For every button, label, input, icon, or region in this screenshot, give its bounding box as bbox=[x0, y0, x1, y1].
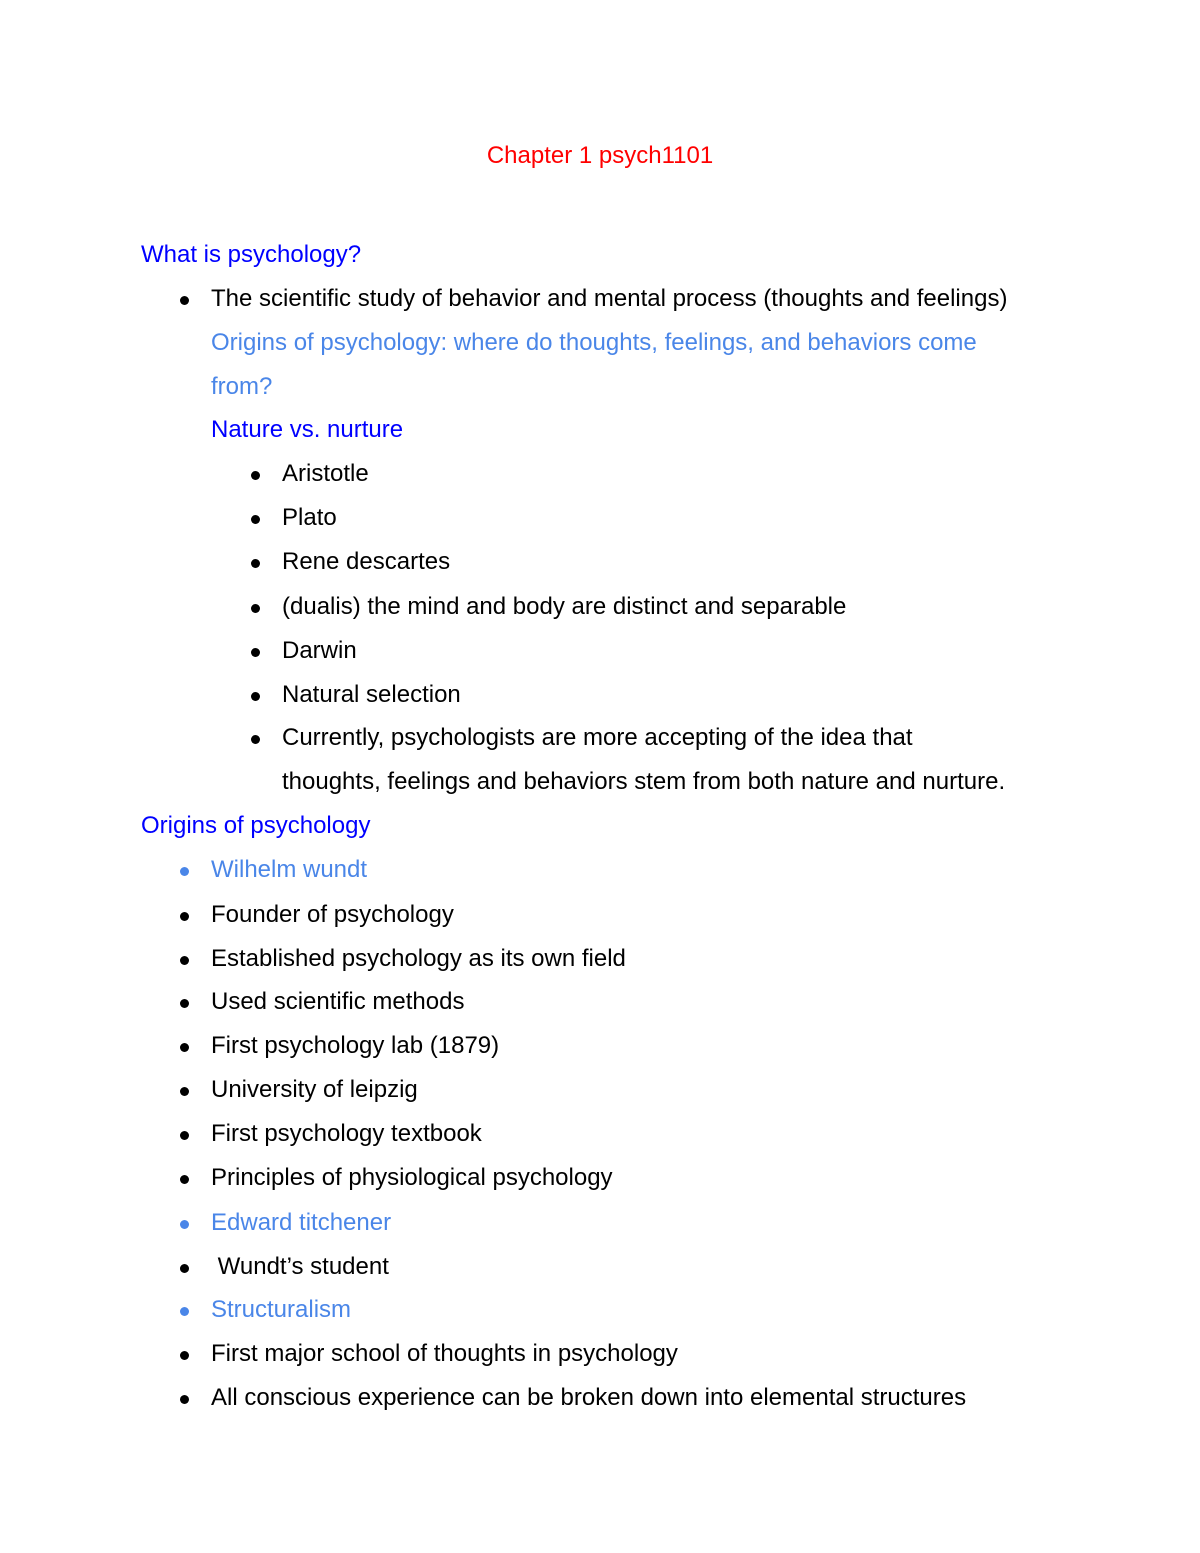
list-item: (dualis) the mind and body are distinct and separable bbox=[282, 593, 847, 620]
bullet-icon bbox=[180, 912, 189, 921]
list-item: Wundt’s student bbox=[211, 1253, 389, 1280]
list-item-subheading: Edward titchener bbox=[211, 1209, 392, 1236]
bullet-icon bbox=[180, 1395, 189, 1404]
list-item: First psychology lab (1879) bbox=[211, 1032, 500, 1059]
bullet-icon bbox=[180, 1220, 189, 1229]
bullet-icon bbox=[180, 1175, 189, 1184]
section-heading-origins-of-psychology: Origins of psychology bbox=[141, 812, 371, 839]
list-item-subheading: Wilhelm wundt bbox=[211, 856, 368, 883]
origins-question-line2: from? bbox=[211, 373, 273, 400]
bullet-icon bbox=[251, 604, 260, 613]
bullet-icon bbox=[180, 1043, 189, 1052]
list-item: Principles of physiological psychology bbox=[211, 1164, 613, 1191]
list-item: First psychology textbook bbox=[211, 1120, 482, 1147]
origins-question-line1: Origins of psychology: where do thoughts, feelings, and behaviors come bbox=[211, 329, 977, 356]
list-item: Used scientific methods bbox=[211, 988, 465, 1015]
bullet-icon bbox=[251, 735, 260, 744]
bullet-icon bbox=[180, 867, 189, 876]
nature-vs-nurture-heading: Nature vs. nurture bbox=[211, 416, 404, 443]
list-item: University of leipzig bbox=[211, 1076, 418, 1103]
section-heading-what-is-psychology: What is psychology? bbox=[141, 241, 362, 268]
list-item: Aristotle bbox=[282, 460, 369, 487]
bullet-icon bbox=[180, 1351, 189, 1360]
document-title: Chapter 1 psych1101 bbox=[486, 142, 714, 169]
bullet-icon bbox=[180, 1307, 189, 1316]
list-item: Founder of psychology bbox=[211, 901, 454, 928]
list-item: Currently, psychologists are more accepting of the idea that bbox=[282, 724, 913, 751]
list-item: Rene descartes bbox=[282, 548, 451, 575]
list-item: Natural selection bbox=[282, 681, 461, 708]
list-item: All conscious experience can be broken down into elemental structures bbox=[211, 1384, 967, 1411]
bullet-icon bbox=[180, 296, 189, 305]
definition-text: The scientific study of behavior and mental process (thoughts and feelings) bbox=[211, 285, 1008, 312]
bullet-icon bbox=[251, 471, 260, 480]
bullet-icon bbox=[251, 692, 260, 701]
list-item: Plato bbox=[282, 504, 337, 531]
list-item: Established psychology as its own field bbox=[211, 945, 626, 972]
bullet-icon bbox=[180, 956, 189, 965]
bullet-icon bbox=[180, 999, 189, 1008]
list-item-subheading: Structuralism bbox=[211, 1296, 352, 1323]
bullet-icon bbox=[251, 515, 260, 524]
list-item: Darwin bbox=[282, 637, 357, 664]
list-item: First major school of thoughts in psychology bbox=[211, 1340, 678, 1367]
bullet-icon bbox=[180, 1131, 189, 1140]
bullet-icon bbox=[180, 1087, 189, 1096]
bullet-icon bbox=[251, 559, 260, 568]
bullet-icon bbox=[180, 1264, 189, 1273]
bullet-icon bbox=[251, 648, 260, 657]
list-item-continuation: thoughts, feelings and behaviors stem from both nature and nurture. bbox=[282, 768, 1006, 795]
